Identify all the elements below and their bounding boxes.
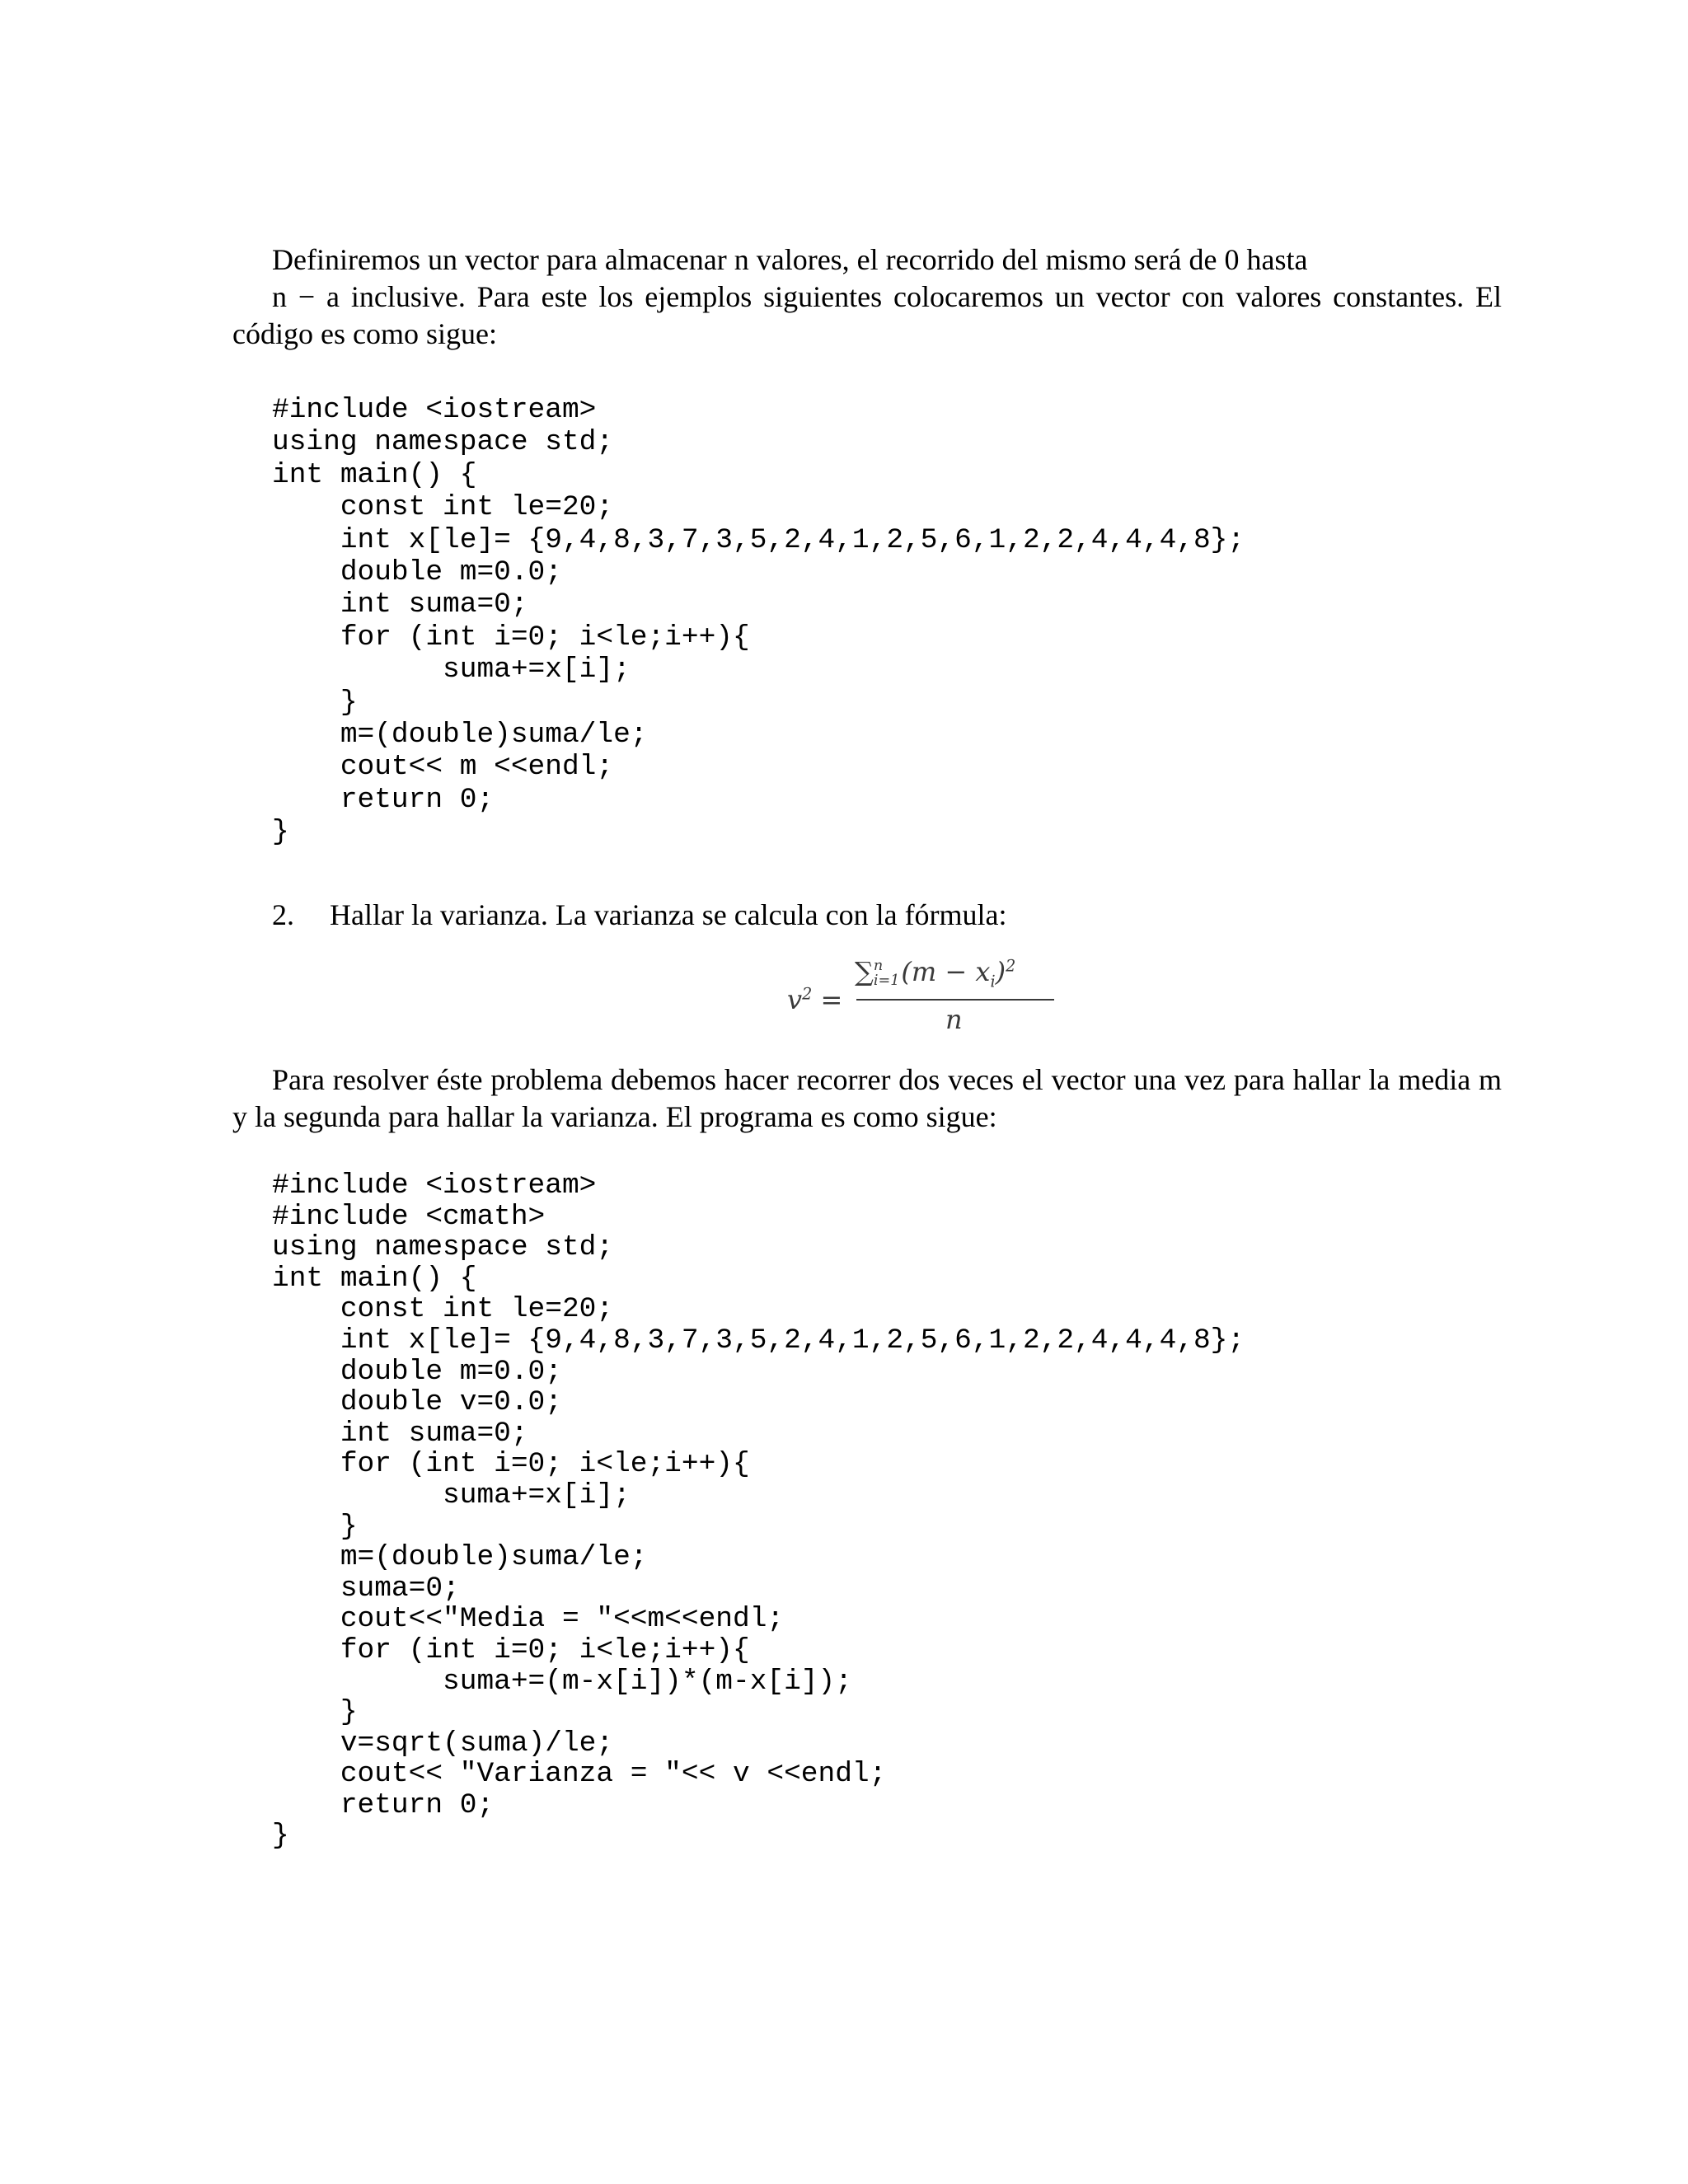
intro-line-1: Definiremos un vector para almacenar n valores, el recorrido del mismo será de 0 hasta [272,243,1308,276]
intro-paragraph [232,241,1502,353]
formula-denominator: n [945,1004,963,1035]
code-line: } [272,1510,358,1543]
code-line: #include <iostream> [272,1169,597,1202]
code-line: cout<< m <<endl; [272,751,614,784]
intro-line-3: código es como sigue: [232,317,497,350]
code-line: return 0; [272,783,495,816]
code-line: int suma=0; [272,1417,528,1450]
code-line: using namespace std; [272,1231,614,1264]
code-line: } [272,686,358,719]
code-line: const int le=20; [272,1293,614,1326]
code-line: } [272,1696,358,1729]
code-line: for (int i=0; i<le;i++){ [272,621,750,654]
code-line: #include <cmath> [272,1200,546,1233]
code-line: cout<< "Varianza = "<< v <<endl; [272,1758,887,1791]
code-line: for (int i=0; i<le;i++){ [272,1633,750,1666]
variance-formula [787,956,1059,1047]
code-line: m=(double)suma/le; [272,719,648,752]
code-line: double v=0.0; [272,1386,562,1419]
code-line: int main() { [272,458,477,491]
para2-line-1: Para resolver éste problema debemos hacer recorrer dos veces el vector una vez para hallar la media m [272,1063,1502,1096]
code-line: suma+=x[i]; [272,1479,631,1511]
code-line: cout<<"Media = "<<m<<endl; [272,1603,785,1636]
list-item-number: 2. [272,898,294,931]
code-line: } [272,816,289,849]
code-line: double m=0.0; [272,556,562,589]
para2-line-2: y la segunda para hallar la varianza. El programa es como sigue: [232,1100,997,1133]
code-line: double m=0.0; [272,1355,562,1388]
code-block-mean [272,394,1245,849]
list-item-2 [272,897,1007,934]
code-line: int x[le]= {9,4,8,3,7,3,5,2,4,1,2,5,6,1,2,2,4,4,4,8}; [272,523,1245,556]
code-line: } [272,1820,289,1853]
code-line: return 0; [272,1788,495,1821]
code-line: m=(double)suma/le; [272,1541,648,1574]
code-line: for (int i=0; i<le;i++){ [272,1448,750,1481]
formula-numerator: ∑ n i=1 $(m - x_i)^2$ [855,956,1016,991]
formula-lhs: $v^2$ = [787,984,843,1015]
code-line: suma+=(m-x[i])*(m-x[i]); [272,1665,852,1698]
code-line: using namespace std; [272,426,614,459]
code-line: suma+=x[i]; [272,654,631,687]
code-block-variance [272,1170,1245,1852]
intro-line-2: n − a inclusive. Para este los ejemplos siguientes colocaremos un vector con valores constantes. El [272,280,1502,313]
code-line: suma=0; [272,1572,460,1605]
fraction-bar [856,999,1054,1001]
variance-paragraph [232,1062,1502,1136]
code-line: #include <iostream> [272,394,597,426]
code-line: v=sqrt(suma)/le; [272,1727,614,1760]
code-line: const int le=20; [272,491,614,524]
list-item-text: Hallar la varianza. La varianza se calcula con la fórmula: [330,898,1007,931]
code-line: int x[le]= {9,4,8,3,7,3,5,2,4,1,2,5,6,1,2,2,4,4,4,8}; [272,1324,1245,1357]
code-line: int main() { [272,1262,477,1295]
code-line: int suma=0; [272,588,528,621]
